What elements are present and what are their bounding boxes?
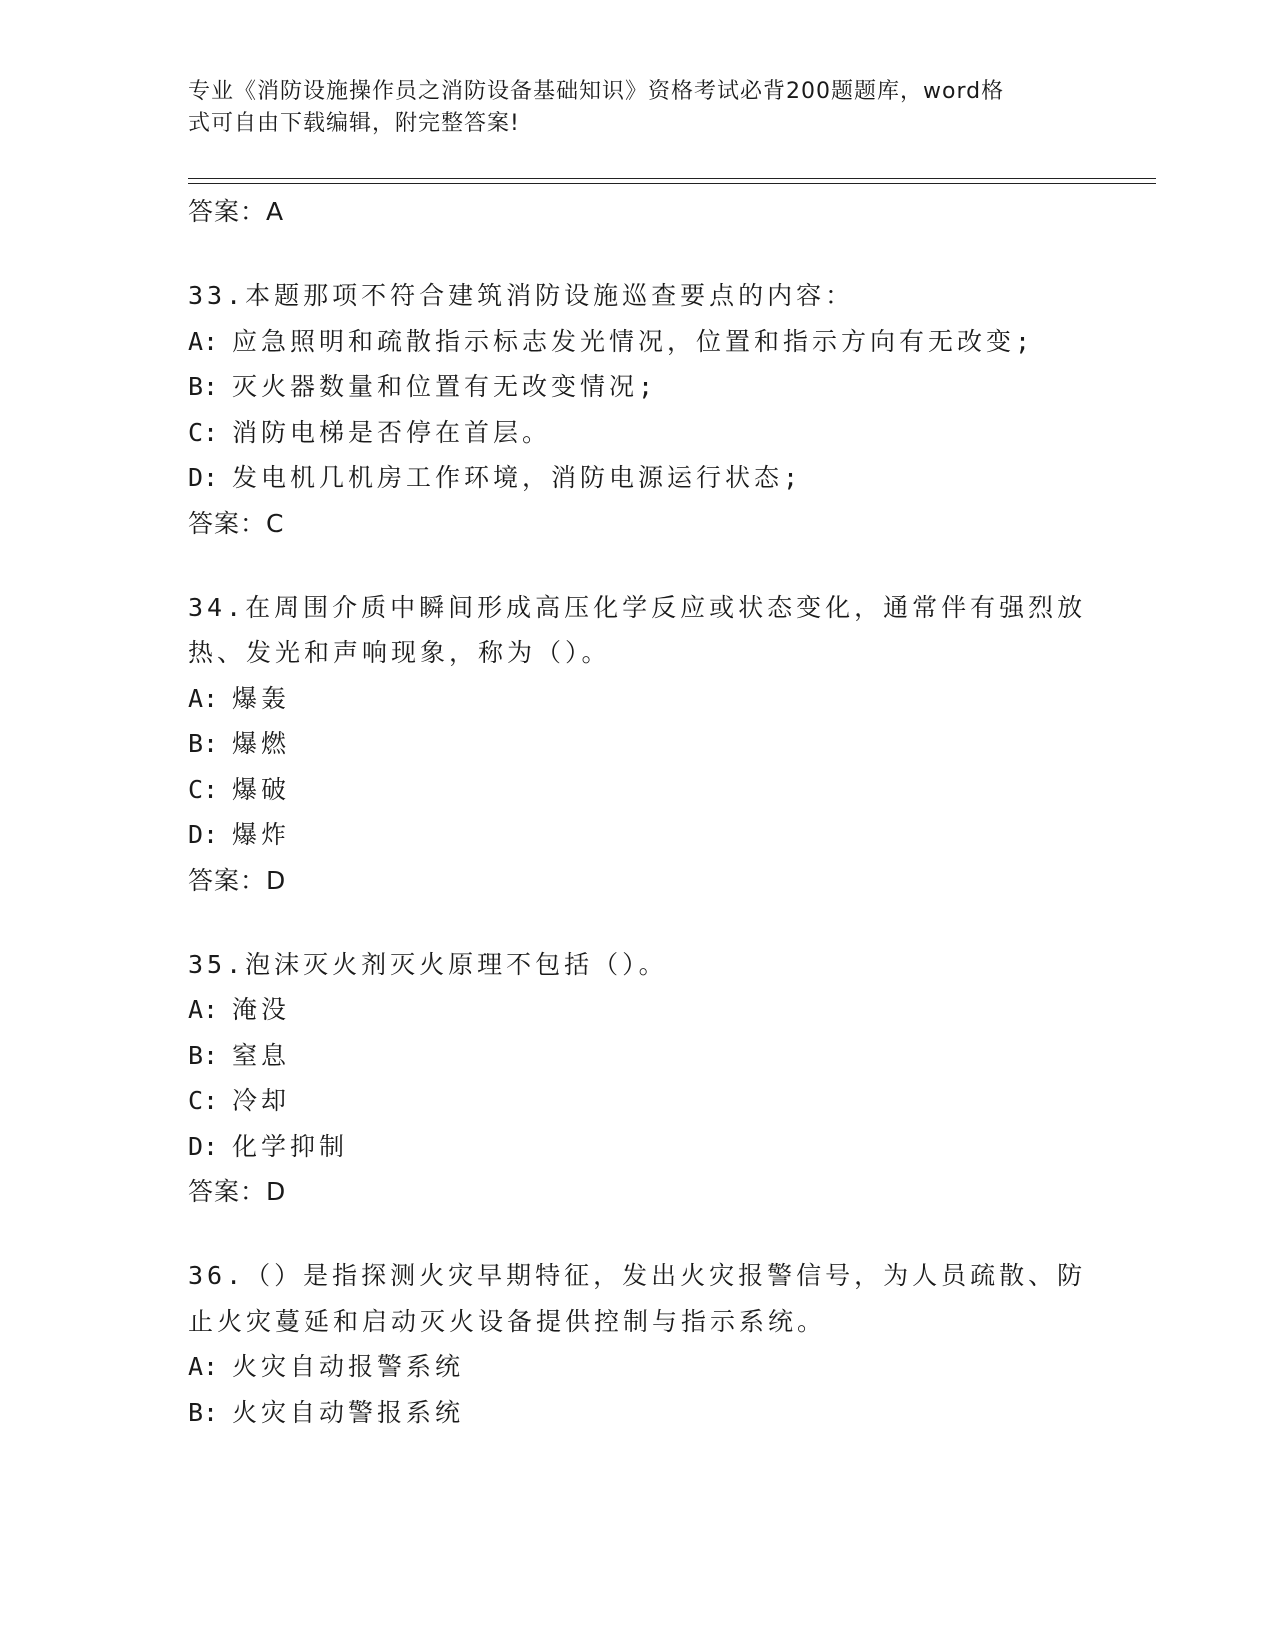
answer-line bbox=[188, 501, 1088, 547]
option-letter: D: bbox=[188, 820, 219, 849]
option-row bbox=[188, 1124, 1088, 1170]
answer-line bbox=[188, 858, 1088, 904]
option-row bbox=[188, 364, 1088, 410]
question-block bbox=[188, 235, 1088, 547]
header-line-1: 专业《消防设施操作员之消防设备基础知识》资格考试必背200题题库，word格 bbox=[188, 79, 1005, 104]
option-row bbox=[188, 987, 1088, 1033]
option-text: 火灾自动报警系统 bbox=[232, 1352, 465, 1381]
question-text: 止火灾蔓延和启动灭火设备提供控制与指示系统。 bbox=[188, 1306, 827, 1336]
answer-line bbox=[188, 189, 1088, 235]
answer-value: A bbox=[266, 197, 285, 226]
question-spacer bbox=[188, 904, 1088, 942]
option-row bbox=[188, 812, 1088, 858]
question-spacer bbox=[188, 235, 1088, 273]
option-letter: B: bbox=[188, 1397, 219, 1427]
option-row bbox=[188, 1033, 1088, 1079]
question-spacer bbox=[188, 547, 1088, 585]
option-text: 爆破 bbox=[232, 774, 291, 804]
question-block bbox=[188, 904, 1088, 1216]
question-text: 34.在周围介质中瞬间形成高压化学反应或状态变化，通常伴有强烈放 bbox=[188, 592, 1087, 622]
question-block bbox=[188, 547, 1088, 904]
option-text: 窒息 bbox=[232, 1040, 291, 1070]
answer-value: C bbox=[266, 508, 285, 538]
question-spacer bbox=[188, 1215, 1088, 1253]
option-text: 消防电梯是否停在首层。 bbox=[232, 417, 552, 447]
option-row bbox=[188, 767, 1088, 813]
document-header bbox=[188, 76, 1068, 140]
answer-label: 答案： bbox=[188, 197, 267, 226]
option-letter: B: bbox=[188, 729, 219, 758]
option-letter: A: bbox=[188, 326, 219, 356]
option-row bbox=[188, 721, 1088, 767]
question-text: 热、发光和声响现象，称为（）。 bbox=[188, 638, 611, 667]
answer-label: 答案： bbox=[188, 865, 267, 895]
answer-line bbox=[188, 1169, 1088, 1215]
header-divider-top bbox=[188, 178, 1156, 179]
option-text: 化学抑制 bbox=[232, 1131, 349, 1161]
option-letter: D: bbox=[188, 463, 219, 492]
option-text: 爆炸 bbox=[232, 820, 291, 849]
question-block bbox=[188, 1215, 1088, 1435]
header-line-2: 式可自由下载编辑，附完整答案! bbox=[188, 111, 520, 136]
option-letter: A: bbox=[188, 995, 219, 1024]
question-list bbox=[188, 189, 1088, 1435]
answer-label: 答案： bbox=[188, 508, 267, 538]
option-text: 发电机几机房工作环境，消防电源运行状态; bbox=[232, 463, 803, 492]
answer-value: D bbox=[266, 865, 287, 895]
option-row bbox=[188, 455, 1088, 501]
question-text: 33.本题那项不符合建筑消防设施巡查要点的内容： bbox=[188, 281, 855, 310]
option-letter: C: bbox=[188, 774, 219, 804]
option-text: 应急照明和疏散指示标志发光情况，位置和指示方向有无改变; bbox=[232, 326, 1035, 356]
option-letter: B: bbox=[188, 1040, 219, 1070]
option-letter: C: bbox=[188, 417, 219, 447]
option-letter: C: bbox=[188, 1086, 219, 1115]
option-row bbox=[188, 410, 1088, 456]
answer-value: D bbox=[266, 1177, 287, 1206]
option-letter: A: bbox=[188, 1352, 219, 1381]
option-row bbox=[188, 1078, 1088, 1124]
option-row bbox=[188, 1390, 1088, 1436]
option-text: 冷却 bbox=[232, 1086, 291, 1115]
question-text: 35.泡沫灭火剂灭火原理不包括（）。 bbox=[188, 949, 668, 979]
option-letter: D: bbox=[188, 1131, 219, 1161]
option-text: 爆轰 bbox=[232, 683, 291, 713]
option-letter: A: bbox=[188, 683, 219, 713]
option-text: 爆燃 bbox=[232, 729, 291, 758]
option-text: 火灾自动警报系统 bbox=[232, 1397, 465, 1427]
option-text: 灭火器数量和位置有无改变情况; bbox=[232, 372, 658, 401]
question-text: 36.（）是指探测火灾早期特征，发出火灾报警信号，为人员疏散、防 bbox=[188, 1261, 1087, 1290]
option-text: 淹没 bbox=[232, 995, 291, 1024]
option-row bbox=[188, 319, 1088, 365]
header-divider-bottom bbox=[188, 183, 1156, 184]
option-row bbox=[188, 676, 1088, 722]
option-row bbox=[188, 1344, 1088, 1390]
answer-label: 答案： bbox=[188, 1177, 267, 1206]
option-letter: B: bbox=[188, 372, 219, 401]
